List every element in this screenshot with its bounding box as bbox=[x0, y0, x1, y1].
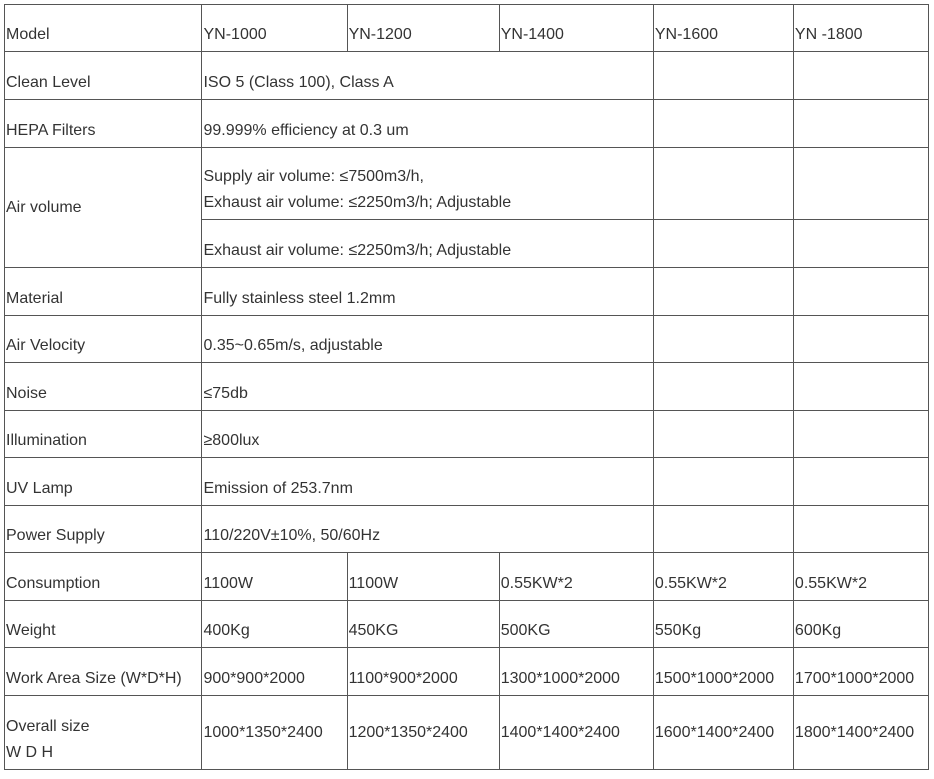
weight-2: 450KG bbox=[347, 601, 499, 648]
value-hepa: 99.999% efficiency at 0.3 um bbox=[202, 100, 653, 148]
row-illumination bbox=[5, 411, 929, 458]
model-5: YN -1800 bbox=[793, 5, 928, 52]
empty-cell bbox=[653, 220, 793, 268]
empty-cell bbox=[793, 458, 928, 506]
label-clean-level: Clean Level bbox=[5, 52, 202, 100]
weight-4: 550Kg bbox=[653, 601, 793, 648]
empty-cell bbox=[653, 148, 793, 220]
row-weight bbox=[5, 601, 929, 648]
empty-cell bbox=[793, 363, 928, 411]
row-noise bbox=[5, 363, 929, 411]
weight-5: 600Kg bbox=[793, 601, 928, 648]
empty-cell bbox=[793, 148, 928, 220]
model-3: YN-1400 bbox=[499, 5, 653, 52]
label-power-supply: Power Supply bbox=[5, 506, 202, 553]
label-noise: Noise bbox=[5, 363, 202, 411]
label-consumption: Consumption bbox=[5, 553, 202, 601]
exhaust-air-volume: Exhaust air volume: ≤2250m3/h; Adjustable bbox=[203, 194, 512, 211]
consumption-3: 0.55KW*2 bbox=[499, 553, 653, 601]
value-illumination: ≥800lux bbox=[202, 411, 653, 458]
row-power-supply bbox=[5, 506, 929, 553]
empty-cell bbox=[793, 316, 928, 363]
value-uv-lamp: Emission of 253.7nm bbox=[202, 458, 653, 506]
value-power-supply: 110/220V±10%, 50/60Hz bbox=[202, 506, 653, 553]
row-uv-lamp bbox=[5, 458, 929, 506]
row-work-area bbox=[5, 648, 929, 696]
weight-3: 500KG bbox=[499, 601, 653, 648]
overall-4: 1600*1400*2400 bbox=[653, 696, 793, 770]
value-noise: ≤75db bbox=[202, 363, 653, 411]
work-area-5: 1700*1000*2000 bbox=[793, 648, 928, 696]
model-2: YN-1200 bbox=[347, 5, 499, 52]
label-model: Model bbox=[5, 5, 202, 52]
empty-cell bbox=[793, 411, 928, 458]
consumption-2: 1100W bbox=[347, 553, 499, 601]
label-work-area: Work Area Size (W*D*H) bbox=[5, 648, 202, 696]
value-material: Fully stainless steel 1.2mm bbox=[202, 268, 653, 316]
empty-cell bbox=[793, 220, 928, 268]
consumption-1: 1100W bbox=[202, 553, 347, 601]
overall-2: 1200*1350*2400 bbox=[347, 696, 499, 770]
empty-cell bbox=[793, 506, 928, 553]
label-weight: Weight bbox=[5, 601, 202, 648]
empty-cell bbox=[653, 268, 793, 316]
label-hepa: HEPA Filters bbox=[5, 100, 202, 148]
model-1: YN-1000 bbox=[202, 5, 347, 52]
supply-air-volume: Supply air volume: ≤7500m3/h, bbox=[203, 168, 424, 185]
model-4: YN-1600 bbox=[653, 5, 793, 52]
empty-cell bbox=[653, 506, 793, 553]
label-illumination: Illumination bbox=[5, 411, 202, 458]
row-clean-level bbox=[5, 52, 929, 100]
overall-size-dims-label: W D H bbox=[6, 744, 54, 761]
spec-table bbox=[4, 4, 929, 770]
empty-cell bbox=[653, 52, 793, 100]
weight-1: 400Kg bbox=[202, 601, 347, 648]
empty-cell bbox=[793, 52, 928, 100]
overall-5: 1800*1400*2400 bbox=[793, 696, 928, 770]
overall-size-label: Overall size bbox=[6, 718, 90, 735]
consumption-5: 0.55KW*2 bbox=[793, 553, 928, 601]
work-area-4: 1500*1000*2000 bbox=[653, 648, 793, 696]
value-air-velocity: 0.35~0.65m/s, adjustable bbox=[202, 316, 653, 363]
empty-cell bbox=[653, 458, 793, 506]
row-material bbox=[5, 268, 929, 316]
work-area-2: 1100*900*2000 bbox=[347, 648, 499, 696]
empty-cell bbox=[793, 268, 928, 316]
consumption-4: 0.55KW*2 bbox=[653, 553, 793, 601]
empty-cell bbox=[653, 363, 793, 411]
overall-1: 1000*1350*2400 bbox=[202, 696, 347, 770]
label-uv-lamp: UV Lamp bbox=[5, 458, 202, 506]
empty-cell bbox=[653, 411, 793, 458]
row-consumption bbox=[5, 553, 929, 601]
row-air-volume-a bbox=[5, 148, 929, 220]
empty-cell bbox=[653, 100, 793, 148]
work-area-1: 900*900*2000 bbox=[202, 648, 347, 696]
empty-cell bbox=[793, 100, 928, 148]
value-air-volume-exhaust: Exhaust air volume: ≤2250m3/h; Adjustable bbox=[202, 220, 653, 268]
row-hepa bbox=[5, 100, 929, 148]
row-model bbox=[5, 5, 929, 52]
label-air-velocity: Air Velocity bbox=[5, 316, 202, 363]
label-air-volume: Air volume bbox=[5, 148, 202, 268]
label-material: Material bbox=[5, 268, 202, 316]
row-air-velocity bbox=[5, 316, 929, 363]
overall-3: 1400*1400*2400 bbox=[499, 696, 653, 770]
row-overall-size bbox=[5, 696, 929, 770]
work-area-3: 1300*1000*2000 bbox=[499, 648, 653, 696]
value-clean-level: ISO 5 (Class 100), Class A bbox=[202, 52, 653, 100]
label-overall-size bbox=[5, 696, 202, 770]
value-air-volume-supply bbox=[202, 148, 653, 220]
empty-cell bbox=[653, 316, 793, 363]
